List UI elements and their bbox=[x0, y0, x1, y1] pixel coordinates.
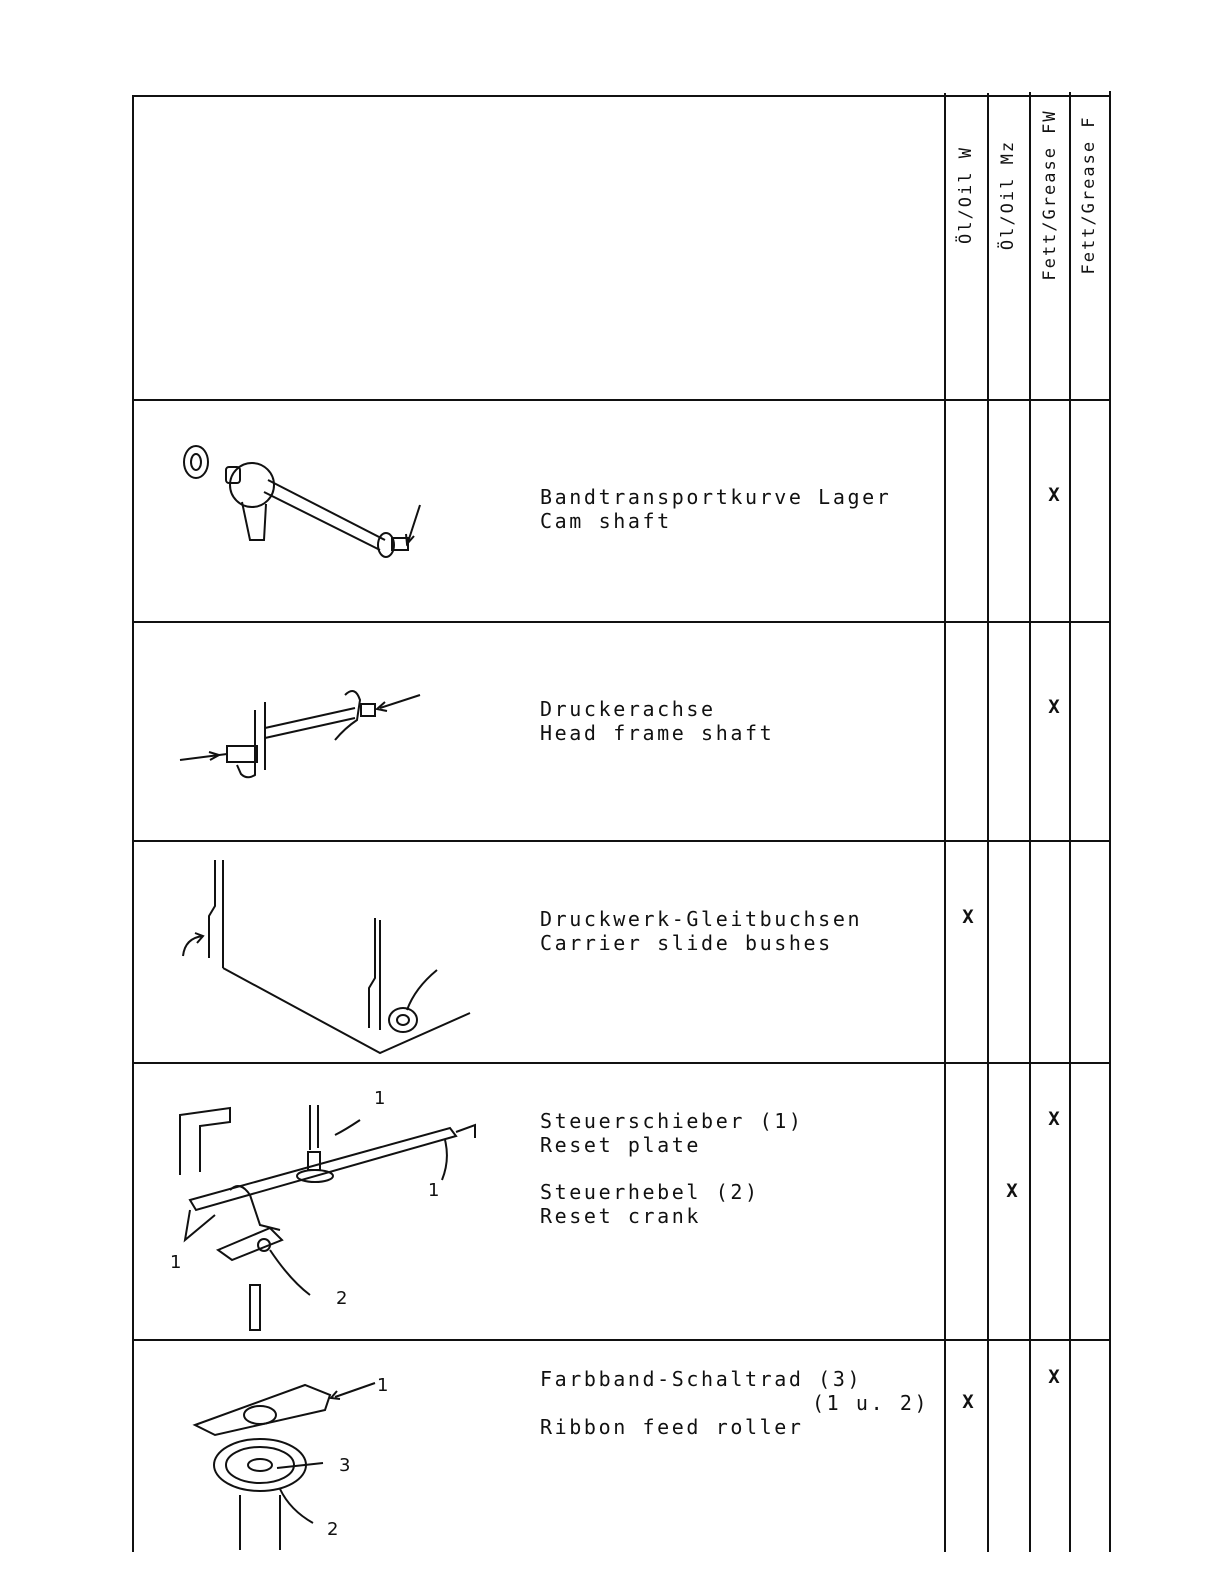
header-oil-mz: Öl/Oil Mz bbox=[998, 139, 1018, 251]
column-divider-oil-w bbox=[944, 93, 946, 1552]
row-5-callout-2: 2 bbox=[327, 1519, 339, 1540]
row-4-mark-grease-fw: X bbox=[1048, 1108, 1060, 1130]
row-5-german-sub: (1 u. 2) bbox=[812, 1391, 930, 1415]
row-2-mark-grease-fw: X bbox=[1048, 696, 1060, 718]
row-2-english: Head frame shaft bbox=[540, 721, 775, 745]
row-divider-3 bbox=[132, 1062, 1111, 1064]
row-4-english-2: Reset crank bbox=[540, 1204, 702, 1228]
row-1-german: Bandtransportkurve Lager bbox=[540, 485, 892, 509]
cam-shaft-illustration bbox=[170, 430, 450, 574]
row-5-german: Farbband-Schaltrad (3) bbox=[540, 1367, 863, 1391]
row-4-callout-1-right: 1 bbox=[428, 1180, 440, 1201]
row-5-english: Ribbon feed roller bbox=[540, 1415, 804, 1439]
row-3-german: Druckwerk-Gleitbuchsen bbox=[540, 907, 863, 931]
row-4-mark-oil-mz: X bbox=[1006, 1180, 1018, 1202]
row-4-english-1: Reset plate bbox=[540, 1133, 702, 1157]
row-divider-2 bbox=[132, 840, 1111, 842]
row-3-english: Carrier slide bushes bbox=[540, 931, 833, 955]
column-divider-grease-f bbox=[1069, 92, 1071, 1552]
row-1-english: Cam shaft bbox=[540, 509, 672, 533]
row-2-german: Druckerachse bbox=[540, 697, 716, 721]
row-1-mark-grease-fw: X bbox=[1048, 484, 1060, 506]
row-4-german-2: Steuerhebel (2) bbox=[540, 1180, 760, 1204]
row-4-callout-1-top: 1 bbox=[374, 1088, 386, 1109]
ribbon-feed-roller-illustration bbox=[185, 1365, 389, 1559]
row-4-german-1: Steuerschieber (1) bbox=[540, 1109, 804, 1133]
row-4-callout-2: 2 bbox=[336, 1288, 348, 1309]
reset-plate-illustration bbox=[160, 1080, 500, 1344]
header-oil-w: Öl/Oil W bbox=[956, 146, 976, 244]
row-5-mark-grease-fw: X bbox=[1048, 1366, 1060, 1388]
head-frame-shaft-illustration bbox=[175, 680, 435, 794]
row-5-callout-1: 1 bbox=[377, 1375, 389, 1396]
row-5-callout-3: 3 bbox=[339, 1455, 351, 1476]
column-divider-oil-mz bbox=[987, 93, 989, 1552]
table-right-border bbox=[1109, 91, 1111, 1552]
carrier-slide-bushes-illustration bbox=[175, 858, 485, 1062]
row-3-mark-oil-w: X bbox=[962, 906, 974, 928]
header-row-divider bbox=[132, 399, 1111, 401]
row-divider-1 bbox=[132, 621, 1111, 623]
header-grease-f: Fett/Grease F bbox=[1079, 115, 1099, 275]
header-grease-fw: Fett/Grease FW bbox=[1040, 109, 1060, 281]
row-5-mark-oil-w: X bbox=[962, 1391, 974, 1413]
column-divider-grease-fw bbox=[1029, 92, 1031, 1552]
table-left-border bbox=[132, 95, 134, 1552]
row-4-callout-1-left: 1 bbox=[170, 1252, 182, 1273]
